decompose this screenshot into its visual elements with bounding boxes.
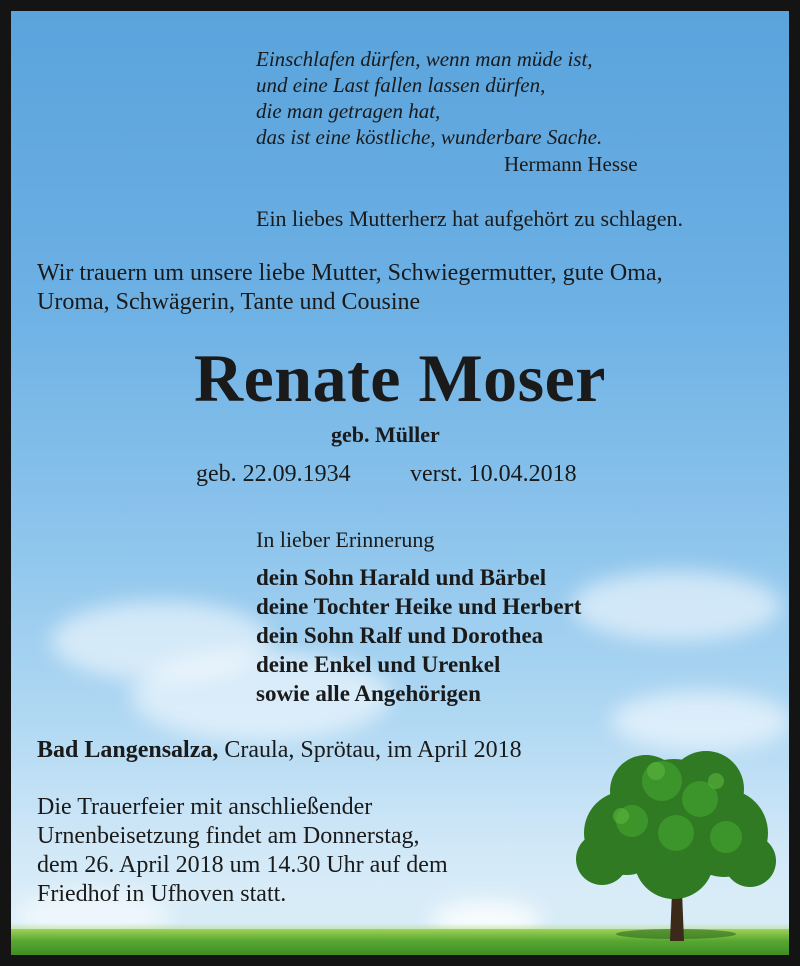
family-line: dein Sohn Ralf und Dorothea xyxy=(256,623,544,648)
quote-line: die man getragen hat, xyxy=(256,99,441,123)
cloud xyxy=(571,571,781,641)
mourn-line: Uroma, Schwägerin, Tante und Cousine xyxy=(37,289,421,315)
place-rest: Craula, Sprötau, im April 2018 xyxy=(224,737,522,763)
funeral-line: Friedhof in Ufhoven statt. xyxy=(37,881,287,907)
quote-line: das ist eine köstliche, wunderbare Sache. xyxy=(256,125,603,149)
deceased-name: Renate Moser xyxy=(194,340,606,416)
maiden-name: geb. Müller xyxy=(331,422,440,447)
place-line xyxy=(37,736,522,765)
quote-author: Hermann Hesse xyxy=(504,152,638,176)
family-line: deine Enkel und Urenkel xyxy=(256,652,501,677)
place-town: Bad Langensalza, xyxy=(37,737,219,763)
funeral-line: dem 26. April 2018 um 14.30 Uhr auf dem xyxy=(37,852,448,878)
funeral-line: Die Trauerfeier mit anschließender xyxy=(37,794,373,820)
remembrance-line: In lieber Erinnerung xyxy=(256,527,435,552)
family-line: sowie alle Angehörigen xyxy=(256,681,481,706)
mourn-line: Wir trauern um unsere liebe Mutter, Schwiegermutter, gute Oma, xyxy=(37,260,663,286)
birth-date: geb. 22.09.1934 xyxy=(196,461,351,487)
family-line: dein Sohn Harald und Bärbel xyxy=(256,565,547,590)
family-line: deine Tochter Heike und Herbert xyxy=(256,594,582,619)
heart-line: Ein liebes Mutterherz hat aufgehört zu schlagen. xyxy=(256,206,684,231)
death-date: verst. 10.04.2018 xyxy=(410,461,577,487)
quote-line: und eine Last fallen lassen dürfen, xyxy=(256,73,546,97)
quote-line: Einschlafen dürfen, wenn man müde ist, xyxy=(256,47,593,71)
tree-image xyxy=(566,741,781,941)
funeral-line: Urnenbeisetzung findet am Donnerstag, xyxy=(37,823,420,849)
